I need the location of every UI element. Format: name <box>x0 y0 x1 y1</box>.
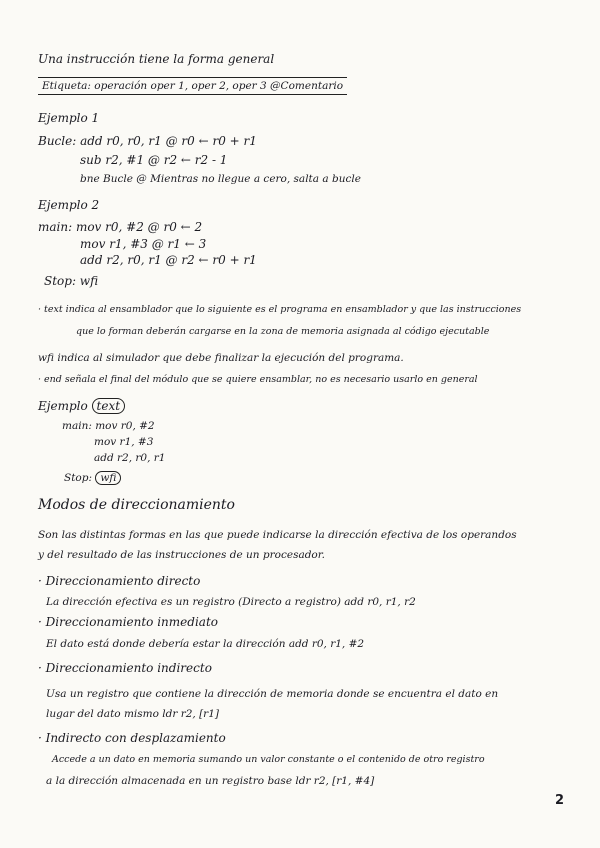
text-directive-line1: · text indica al ensamblador que lo siguiente es el programa en ensamblador y que las instrucciones <box>38 304 522 315</box>
wfi-line: wfi indica al simulador que debe finalizar la ejecución del programa. <box>38 352 404 364</box>
page-number: 2 <box>554 793 564 808</box>
example2-line4: Stop: wfi <box>44 274 99 288</box>
definition-line2: y del resultado de las instrucciones de un procesador. <box>38 549 325 561</box>
mode2-title: · Direccionamiento inmediato <box>38 615 218 629</box>
example3-line4 <box>64 470 121 486</box>
example2-line3: add r2, r0, r1 @ r2 ← r0 + r1 <box>80 253 257 267</box>
example3-line2: mov r1, #3 <box>94 436 154 448</box>
end-directive-line: · end señala el final del módulo que se quiere ensamblar, no es necesario usarlo en general <box>38 374 478 385</box>
example1-line3: bne Bucle @ Mientras no llegue a cero, salta a bucle <box>80 173 361 185</box>
example3-line1: main: mov r0, #2 <box>62 420 155 432</box>
example2-line2: mov r1, #3 @ r1 ← 3 <box>80 237 207 251</box>
syntax-line: Etiqueta: operación oper 1, oper 2, oper 3 @Comentario <box>38 77 347 95</box>
mode4-title: · Indirecto con desplazamiento <box>38 731 226 745</box>
mode4-desc1: Accede a un dato en memoria sumando un valor constante o el contenido de otro registro <box>52 754 485 765</box>
mode2-desc: El dato está donde debería estar la dirección add r0, r1, #2 <box>46 638 365 650</box>
mode1-desc: La dirección efectiva es un registro (Directo a registro) add r0, r1, r2 <box>46 596 416 608</box>
wfi-circled: wfi <box>95 471 121 485</box>
example3-title-text: Ejemplo <box>38 399 88 413</box>
mode3-desc1: Usa un registro que contiene la dirección de memoria donde se encuentra el dato en <box>46 688 499 700</box>
example1-line1: Bucle: add r0, r0, r1 @ r0 ← r0 + r1 <box>38 134 257 148</box>
mode3-desc2: lugar del dato mismo ldr r2, [r1] <box>46 708 219 720</box>
section-title: Modos de direccionamiento <box>38 497 235 513</box>
example3-line3: add r2, r0, r1 <box>94 452 166 464</box>
intro-line: Una instrucción tiene la forma general <box>38 52 275 66</box>
text-directive-line2: que lo forman deberán cargarse en la zona de memoria asignada al código ejecutable <box>76 326 490 337</box>
example2-line1: main: mov r0, #2 @ r0 ← 2 <box>38 220 203 234</box>
text-circled: text <box>92 398 126 414</box>
stop-label: Stop: <box>64 472 92 484</box>
mode3-title: · Direccionamiento indirecto <box>38 661 212 675</box>
example1-title: Ejemplo 1 <box>38 111 100 125</box>
example1-line2: sub r2, #1 @ r2 ← r2 - 1 <box>80 153 228 167</box>
example2-title: Ejemplo 2 <box>38 198 100 212</box>
mode4-desc2: a la dirección almacenada en un registro base ldr r2, [r1, #4] <box>46 775 375 787</box>
example3-title <box>38 398 125 414</box>
definition-line1: Son las distintas formas en las que puede indicarse la dirección efectiva de los operandos <box>38 529 517 541</box>
mode1-title: · Direccionamiento directo <box>38 574 201 588</box>
